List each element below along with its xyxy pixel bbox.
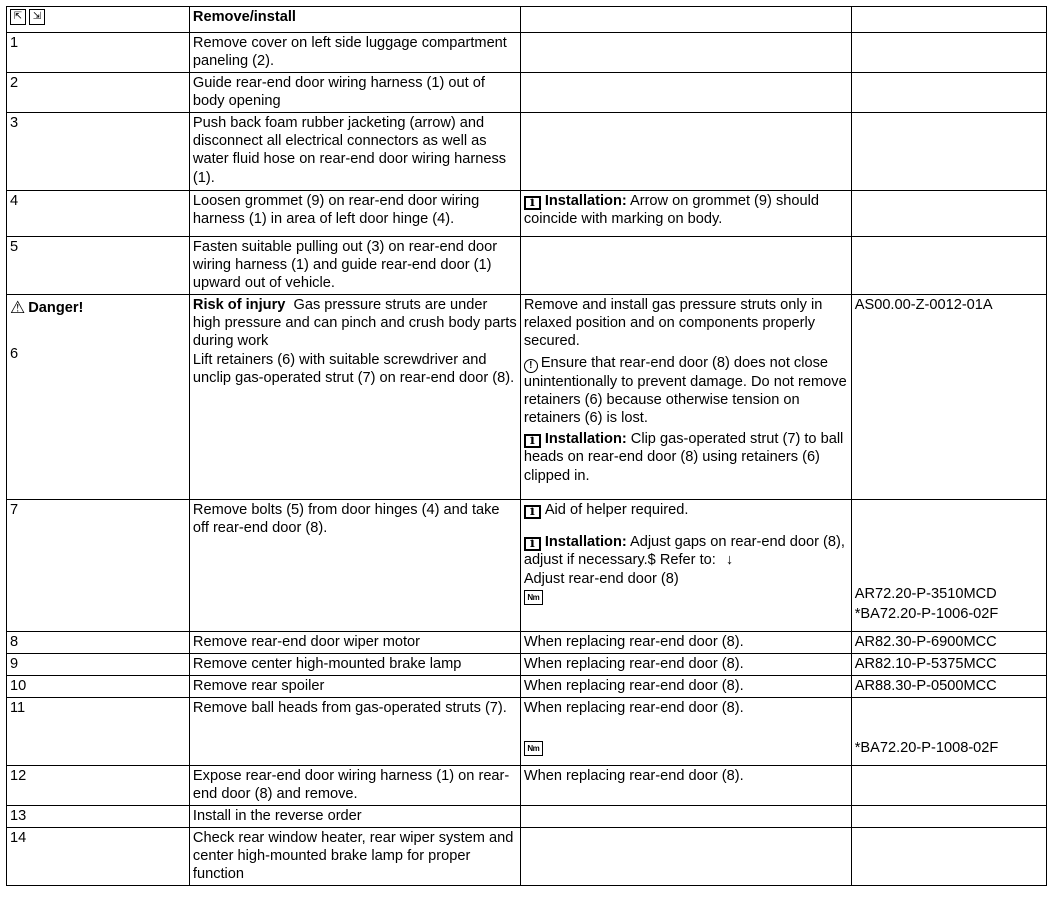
step-action: Guide rear-end door wiring harness (1) out of body opening — [189, 73, 520, 113]
reference-cell — [851, 698, 1046, 766]
step-number: 7 — [7, 500, 190, 632]
reference-cell — [851, 500, 1046, 632]
reference-cell — [851, 295, 1046, 500]
expand-icon[interactable]: ⇱ — [10, 9, 26, 25]
installation-label: Installation: — [544, 534, 627, 551]
step-action: Remove rear spoiler — [189, 676, 520, 698]
table-row — [7, 698, 1047, 766]
table-row — [7, 191, 1047, 237]
table-row — [7, 73, 1047, 113]
table-row — [7, 33, 1047, 73]
reference-link[interactable]: AR82.30-P-6900MCC — [851, 632, 1046, 654]
note-text: Adjust gaps on rear-end door (8), adjust if necessary.$ Refer to: — [523, 534, 845, 569]
header-empty-cell — [520, 7, 851, 33]
table-row — [7, 806, 1047, 828]
step-number: 13 — [7, 806, 190, 828]
notice-text: Ensure that rear-end door (8) does not close unintentionally to prevent damage. Do not remove retainers (6) because otherwise tension on retainers (6) is lost. — [523, 354, 847, 427]
step-action-text: Lift retainers (6) with suitable screwdriver and unclip gas-operated strut (7) on rear-end door (8). — [192, 351, 515, 386]
table-header-row — [7, 7, 1047, 33]
danger-label: Danger! — [28, 300, 84, 316]
step-action: Remove bolts (5) from door hinges (4) and take off rear-end door (8). — [189, 500, 520, 632]
collapse-icon[interactable]: ⇲ — [29, 9, 45, 25]
step-action: Remove rear-end door wiper motor — [189, 632, 520, 654]
table-row — [7, 500, 1047, 632]
note-text: When replacing rear-end door (8). — [523, 700, 744, 716]
step-number: 10 — [7, 676, 190, 698]
notice-icon: ! — [524, 359, 538, 373]
note-text: Clip gas-operated strut (7) to ball heads on rear-end door (8) using retainers (6) clipped in. — [523, 431, 844, 484]
arrow-down-icon[interactable]: ↓ — [725, 552, 734, 569]
step-note: When replacing rear-end door (8). — [520, 654, 851, 676]
table-row — [7, 676, 1047, 698]
reference-link[interactable]: *BA72.20-P-1008-02F — [854, 740, 999, 756]
step-action: Push back foam rubber jacketing (arrow) and disconnect all electrical connectors as well as water fluid hose on rear-end door wiring harness (1). — [189, 113, 520, 191]
step-number: 3 — [7, 113, 190, 191]
adjust-door-link[interactable]: Adjust rear-end door (8) — [523, 570, 679, 587]
step-note: When replacing rear-end door (8). — [520, 766, 851, 806]
table-row — [7, 654, 1047, 676]
step-note — [520, 500, 851, 632]
step-number: 5 — [7, 237, 190, 295]
info-icon: i — [524, 196, 541, 210]
info-icon: i — [524, 537, 541, 551]
installation-label: Installation: — [544, 193, 627, 209]
step-note: When replacing rear-end door (8). — [520, 676, 851, 698]
note-text: Arrow on grommet (9) should coincide with marking on body. — [523, 193, 819, 228]
helper-text: Aid of helper required. — [544, 502, 689, 518]
step-number: 4 — [7, 191, 190, 237]
step-action: Remove cover on left side luggage compartment paneling (2). — [189, 33, 520, 73]
risk-text: Gas pressure struts are under high pressure and can pinch and crush body parts during work — [192, 297, 517, 350]
procedure-table — [6, 6, 1047, 886]
step-number: 12 — [7, 766, 190, 806]
reference-link[interactable]: AR72.20-P-3510MCD — [854, 586, 997, 602]
info-icon: i — [524, 505, 541, 519]
step-action: Loosen grommet (9) on rear-end door wiring harness (1) in area of left door hinge (4). — [189, 191, 520, 237]
danger-cell — [7, 295, 190, 500]
table-row — [7, 295, 1047, 500]
step-number: 6 — [10, 346, 19, 363]
step-note — [520, 191, 851, 237]
reference-link[interactable]: AR88.30-P-0500MCC — [851, 676, 1046, 698]
step-note: When replacing rear-end door (8). — [520, 632, 851, 654]
table-row — [7, 766, 1047, 806]
table-row — [7, 113, 1047, 191]
reference-link[interactable]: AS00.00-Z-0012-01A — [854, 297, 993, 313]
step-action — [189, 295, 520, 500]
info-icon: i — [524, 434, 541, 448]
step-action: Remove ball heads from gas-operated struts (7). — [189, 698, 520, 766]
step-number: 11 — [7, 698, 190, 766]
step-action: Expose rear-end door wiring harness (1) on rear-end door (8) and remove. — [189, 766, 520, 806]
torque-nm-icon[interactable]: Nm — [524, 590, 543, 605]
step-action: Remove center high-mounted brake lamp — [189, 654, 520, 676]
step-number: 14 — [7, 828, 190, 886]
warning-triangle-icon: ⚠ — [10, 298, 26, 317]
reference-link[interactable]: *BA72.20-P-1006-02F — [854, 606, 999, 623]
step-number: 9 — [7, 654, 190, 676]
step-action: Check rear window heater, rear wiper system and center high-mounted brake lamp for proper function — [189, 828, 520, 886]
table-row — [7, 237, 1047, 295]
risk-label: Risk of injury — [192, 297, 286, 313]
installation-label: Installation: — [544, 431, 627, 448]
header-title: Remove/install — [189, 7, 520, 33]
reference-link[interactable]: AR82.10-P-5375MCC — [851, 654, 1046, 676]
step-number: 1 — [7, 33, 190, 73]
step-number: 2 — [7, 73, 190, 113]
step-action: Install in the reverse order — [189, 806, 520, 828]
note-text: Remove and install gas pressure struts only in relaxed position and on components properly secured. — [523, 297, 823, 350]
header-icons-cell — [7, 7, 190, 33]
table-row — [7, 828, 1047, 886]
table-row — [7, 632, 1047, 654]
step-note — [520, 698, 851, 766]
step-number: 8 — [7, 632, 190, 654]
step-action: Fasten suitable pulling out (3) on rear-end door wiring harness (1) and guide rear-end door (1) upward out of vehicle. — [189, 237, 520, 295]
header-empty-cell — [851, 7, 1046, 33]
torque-nm-icon[interactable]: Nm — [524, 741, 543, 756]
step-note — [520, 295, 851, 500]
